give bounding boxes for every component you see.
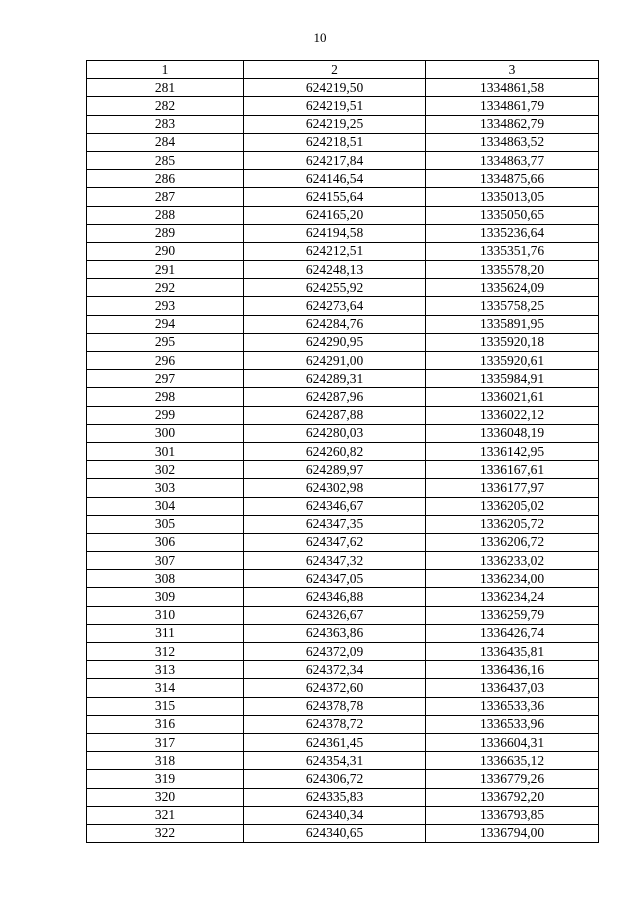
y-coordinate-cell: 1336233,02 xyxy=(426,552,599,570)
point-number-cell: 295 xyxy=(87,333,244,351)
table-row xyxy=(87,388,599,406)
point-number-cell: 320 xyxy=(87,788,244,806)
column-header-3: 3 xyxy=(426,61,599,79)
x-coordinate-cell: 624218,51 xyxy=(244,133,426,151)
x-coordinate-cell: 624146,54 xyxy=(244,170,426,188)
x-coordinate-cell: 624354,31 xyxy=(244,752,426,770)
y-coordinate-cell: 1336604,31 xyxy=(426,733,599,751)
x-coordinate-cell: 624346,67 xyxy=(244,497,426,515)
x-coordinate-cell: 624340,65 xyxy=(244,824,426,842)
table-row xyxy=(87,788,599,806)
point-number-cell: 292 xyxy=(87,279,244,297)
x-coordinate-cell: 624287,96 xyxy=(244,388,426,406)
table-row xyxy=(87,588,599,606)
x-coordinate-cell: 624290,95 xyxy=(244,333,426,351)
table-row xyxy=(87,424,599,442)
x-coordinate-cell: 624289,97 xyxy=(244,461,426,479)
x-coordinate-cell: 624219,25 xyxy=(244,115,426,133)
y-coordinate-cell: 1336022,12 xyxy=(426,406,599,424)
x-coordinate-cell: 624291,00 xyxy=(244,352,426,370)
y-coordinate-cell: 1335578,20 xyxy=(426,261,599,279)
x-coordinate-cell: 624378,78 xyxy=(244,697,426,715)
point-number-cell: 290 xyxy=(87,242,244,260)
point-number-cell: 307 xyxy=(87,552,244,570)
point-number-cell: 294 xyxy=(87,315,244,333)
point-number-cell: 303 xyxy=(87,479,244,497)
point-number-cell: 306 xyxy=(87,533,244,551)
point-number-cell: 297 xyxy=(87,370,244,388)
table-row xyxy=(87,206,599,224)
point-number-cell: 311 xyxy=(87,624,244,642)
y-coordinate-cell: 1336779,26 xyxy=(426,770,599,788)
point-number-cell: 286 xyxy=(87,170,244,188)
x-coordinate-cell: 624347,05 xyxy=(244,570,426,588)
point-number-cell: 319 xyxy=(87,770,244,788)
y-coordinate-cell: 1336792,20 xyxy=(426,788,599,806)
point-number-cell: 312 xyxy=(87,643,244,661)
x-coordinate-cell: 624260,82 xyxy=(244,442,426,460)
table-row xyxy=(87,533,599,551)
point-number-cell: 291 xyxy=(87,261,244,279)
page-number: 10 xyxy=(313,30,327,45)
y-coordinate-cell: 1336794,00 xyxy=(426,824,599,842)
point-number-cell: 308 xyxy=(87,570,244,588)
x-coordinate-cell: 624340,34 xyxy=(244,806,426,824)
y-coordinate-cell: 1334861,79 xyxy=(426,97,599,115)
table-body xyxy=(87,79,599,843)
x-coordinate-cell: 624219,50 xyxy=(244,79,426,97)
table-row xyxy=(87,679,599,697)
table-row xyxy=(87,752,599,770)
y-coordinate-cell: 1336437,03 xyxy=(426,679,599,697)
y-coordinate-cell: 1334862,79 xyxy=(426,115,599,133)
x-coordinate-cell: 624219,51 xyxy=(244,97,426,115)
y-coordinate-cell: 1336435,81 xyxy=(426,643,599,661)
y-coordinate-cell: 1336635,12 xyxy=(426,752,599,770)
y-coordinate-cell: 1336205,02 xyxy=(426,497,599,515)
table-row xyxy=(87,733,599,751)
table-row xyxy=(87,497,599,515)
x-coordinate-cell: 624302,98 xyxy=(244,479,426,497)
x-coordinate-cell: 624287,88 xyxy=(244,406,426,424)
point-number-cell: 315 xyxy=(87,697,244,715)
table-row xyxy=(87,442,599,460)
table-row xyxy=(87,79,599,97)
x-coordinate-cell: 624248,13 xyxy=(244,261,426,279)
x-coordinate-cell: 624372,34 xyxy=(244,661,426,679)
y-coordinate-cell: 1336436,16 xyxy=(426,661,599,679)
table-row xyxy=(87,315,599,333)
table-row xyxy=(87,570,599,588)
point-number-cell: 310 xyxy=(87,606,244,624)
table-row xyxy=(87,352,599,370)
x-coordinate-cell: 624335,83 xyxy=(244,788,426,806)
point-number-cell: 313 xyxy=(87,661,244,679)
table-row xyxy=(87,333,599,351)
point-number-cell: 284 xyxy=(87,133,244,151)
table-row xyxy=(87,643,599,661)
table-row xyxy=(87,552,599,570)
x-coordinate-cell: 624361,45 xyxy=(244,733,426,751)
x-coordinate-cell: 624372,09 xyxy=(244,643,426,661)
y-coordinate-cell: 1336533,96 xyxy=(426,715,599,733)
y-coordinate-cell: 1335050,65 xyxy=(426,206,599,224)
table-row xyxy=(87,406,599,424)
point-number-cell: 318 xyxy=(87,752,244,770)
x-coordinate-cell: 624217,84 xyxy=(244,151,426,169)
point-number-cell: 296 xyxy=(87,352,244,370)
y-coordinate-cell: 1336259,79 xyxy=(426,606,599,624)
y-coordinate-cell: 1336021,61 xyxy=(426,388,599,406)
table-row xyxy=(87,133,599,151)
y-coordinate-cell: 1335920,61 xyxy=(426,352,599,370)
x-coordinate-cell: 624194,58 xyxy=(244,224,426,242)
x-coordinate-cell: 624378,72 xyxy=(244,715,426,733)
point-number-cell: 283 xyxy=(87,115,244,133)
x-coordinate-cell: 624347,32 xyxy=(244,552,426,570)
point-number-cell: 282 xyxy=(87,97,244,115)
x-coordinate-cell: 624347,35 xyxy=(244,515,426,533)
table-row xyxy=(87,170,599,188)
x-coordinate-cell: 624284,76 xyxy=(244,315,426,333)
x-coordinate-cell: 624165,20 xyxy=(244,206,426,224)
point-number-cell: 314 xyxy=(87,679,244,697)
point-number-cell: 304 xyxy=(87,497,244,515)
point-number-cell: 298 xyxy=(87,388,244,406)
column-header-2: 2 xyxy=(244,61,426,79)
point-number-cell: 321 xyxy=(87,806,244,824)
y-coordinate-cell: 1334863,52 xyxy=(426,133,599,151)
y-coordinate-cell: 1336234,00 xyxy=(426,570,599,588)
y-coordinate-cell: 1334875,66 xyxy=(426,170,599,188)
point-number-cell: 322 xyxy=(87,824,244,842)
point-number-cell: 289 xyxy=(87,224,244,242)
point-number-cell: 281 xyxy=(87,79,244,97)
x-coordinate-cell: 624273,64 xyxy=(244,297,426,315)
table-row xyxy=(87,461,599,479)
x-coordinate-cell: 624289,31 xyxy=(244,370,426,388)
x-coordinate-cell: 624306,72 xyxy=(244,770,426,788)
y-coordinate-cell: 1336167,61 xyxy=(426,461,599,479)
y-coordinate-cell: 1336793,85 xyxy=(426,806,599,824)
table-row xyxy=(87,261,599,279)
table-row xyxy=(87,515,599,533)
y-coordinate-cell: 1336177,97 xyxy=(426,479,599,497)
y-coordinate-cell: 1335920,18 xyxy=(426,333,599,351)
table-row xyxy=(87,297,599,315)
y-coordinate-cell: 1336426,74 xyxy=(426,624,599,642)
y-coordinate-cell: 1336206,72 xyxy=(426,533,599,551)
table-row xyxy=(87,151,599,169)
x-coordinate-cell: 624346,88 xyxy=(244,588,426,606)
table-row xyxy=(87,824,599,842)
x-coordinate-cell: 624280,03 xyxy=(244,424,426,442)
table-row xyxy=(87,479,599,497)
point-number-cell: 317 xyxy=(87,733,244,751)
table-row xyxy=(87,224,599,242)
x-coordinate-cell: 624326,67 xyxy=(244,606,426,624)
table-row xyxy=(87,370,599,388)
table-row xyxy=(87,715,599,733)
table-header-row xyxy=(87,61,599,79)
table-row xyxy=(87,606,599,624)
table-row xyxy=(87,97,599,115)
point-number-cell: 293 xyxy=(87,297,244,315)
point-number-cell: 287 xyxy=(87,188,244,206)
table-row xyxy=(87,279,599,297)
y-coordinate-cell: 1334861,58 xyxy=(426,79,599,97)
y-coordinate-cell: 1336234,24 xyxy=(426,588,599,606)
x-coordinate-cell: 624347,62 xyxy=(244,533,426,551)
y-coordinate-cell: 1335891,95 xyxy=(426,315,599,333)
x-coordinate-cell: 624255,92 xyxy=(244,279,426,297)
y-coordinate-cell: 1334863,77 xyxy=(426,151,599,169)
point-number-cell: 309 xyxy=(87,588,244,606)
coordinates-table xyxy=(86,60,599,843)
x-coordinate-cell: 624155,64 xyxy=(244,188,426,206)
table-row xyxy=(87,770,599,788)
point-number-cell: 302 xyxy=(87,461,244,479)
y-coordinate-cell: 1336048,19 xyxy=(426,424,599,442)
y-coordinate-cell: 1335351,76 xyxy=(426,242,599,260)
table-row xyxy=(87,806,599,824)
y-coordinate-cell: 1335624,09 xyxy=(426,279,599,297)
table-row xyxy=(87,242,599,260)
column-header-1: 1 xyxy=(87,61,244,79)
point-number-cell: 285 xyxy=(87,151,244,169)
point-number-cell: 288 xyxy=(87,206,244,224)
y-coordinate-cell: 1335758,25 xyxy=(426,297,599,315)
point-number-cell: 301 xyxy=(87,442,244,460)
table-row xyxy=(87,624,599,642)
point-number-cell: 300 xyxy=(87,424,244,442)
y-coordinate-cell: 1336205,72 xyxy=(426,515,599,533)
x-coordinate-cell: 624212,51 xyxy=(244,242,426,260)
table-row xyxy=(87,661,599,679)
y-coordinate-cell: 1335984,91 xyxy=(426,370,599,388)
y-coordinate-cell: 1336142,95 xyxy=(426,442,599,460)
point-number-cell: 299 xyxy=(87,406,244,424)
point-number-cell: 305 xyxy=(87,515,244,533)
y-coordinate-cell: 1336533,36 xyxy=(426,697,599,715)
point-number-cell: 316 xyxy=(87,715,244,733)
table-row xyxy=(87,188,599,206)
x-coordinate-cell: 624363,86 xyxy=(244,624,426,642)
x-coordinate-cell: 624372,60 xyxy=(244,679,426,697)
y-coordinate-cell: 1335236,64 xyxy=(426,224,599,242)
y-coordinate-cell: 1335013,05 xyxy=(426,188,599,206)
table-row xyxy=(87,697,599,715)
table-row xyxy=(87,115,599,133)
